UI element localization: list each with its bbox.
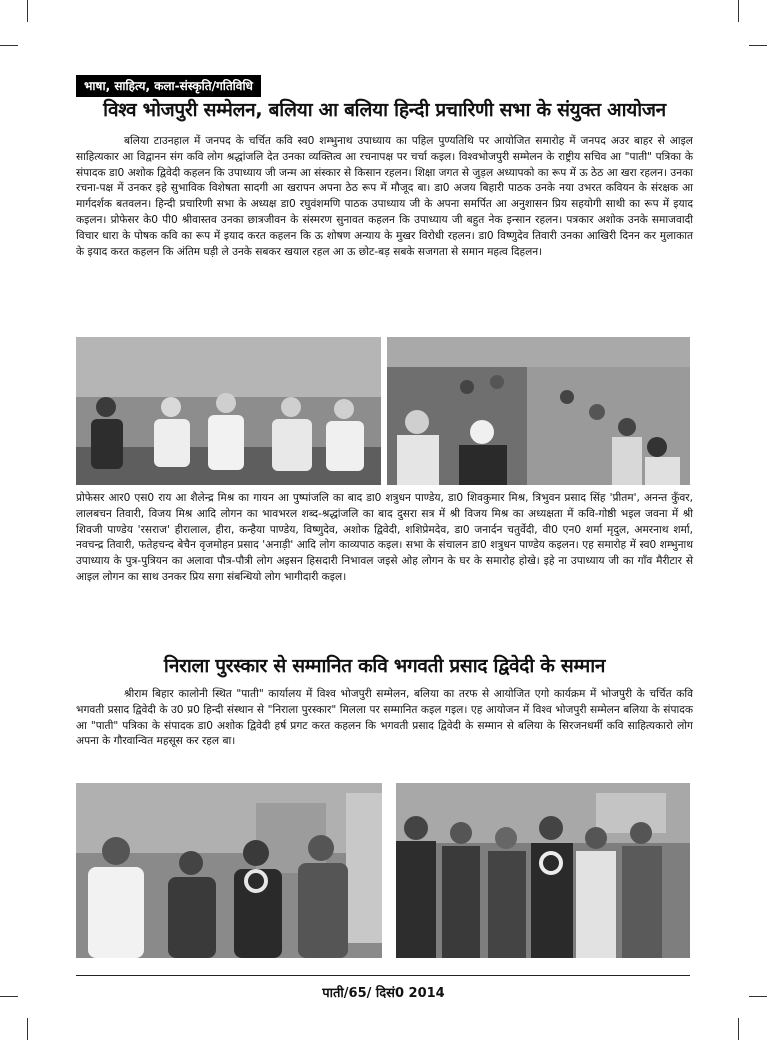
article2-paragraph-1: श्रीराम बिहार कालोनी स्थित "पाती" कार्यालय में विश्व भोजपुरी सम्मेलन, बलिया का तरफ से आयोजित एगो कार्यक्रम में भोजपुरी के चर्चित कवि भगवती प्रसाद द्विवेदी के उ0 प्र0 हिन्दी संस्थान से "निराला पुरस्कार" मिलला पर सम्मानित कइल गइल। एह आयोजन में विश्व भोजपुरी सम्मेलन बलिया के संपादक आ "पाती" पत्रिका के संपादक डा0 अशोक द्विवेदी हर्ष प्रगट करत कहलन कि भगवती प्रसाद द्विवेदी के सम्मान से बलिया के सिरजनधर्मी कवि साहित्यकारो लोग अपना के गौरवान्वित महसूस कर रहल बा। [76,688,693,748]
photo-felicitation-garland [76,783,382,958]
article2-headline: निराला पुरस्कार से सम्मानित कवि भगवती प्रसाद द्विवेदी के सम्मान [163,655,606,677]
photo-dignitaries-seated [76,337,381,485]
section-label: भाषा, साहित्य, कला-संस्कृति/गतिविधि [76,75,261,97]
crop-mark [27,1018,28,1040]
article1-headline: विश्व भोजपुरी सम्मेलन, बलिया आ बलिया हिन्दी प्रचारिणी सभा के संयुक्त आयोजन [103,99,666,121]
photo-felicitation-group [396,783,690,958]
crop-mark [27,0,28,22]
photo-audience [387,337,690,485]
article1-paragraph-2: प्रोफेसर आर0 एस0 राय आ शैलेन्द्र मिश्र का गायन आ पुष्पांजलि का बाद डा0 शत्रुधन पाण्डेय, डा0 शिवकुमार मिश्र, त्रिभुवन प्रसाद सिंह 'प्रीतम', अनन्त कुँवर, लालबचन तिवारी, विजय मिश्र आदि लोगन का भावभरल शब्द-श्रद्धांजलि का बाद दुसरा सत्र में श्री विजय मिश्र का अध्यक्षता में कवि-गोष्ठी भइल जवना में श्री शिवजी पाण्डेय 'रसराज' हीरालाल, हीरा, कन्हैया पाण्डेय, विष्णुदेव, अशोक द्विवेदी, शशिप्रेमदेव, डा0 जनार्दन चतुर्वेदी, वी0 एन0 शर्मा मृदुल, अमरनाथ शर्मा, नवचन्द्र तिवारी, फतेहचन्द बेचैन वृजमोहन प्रसाद 'अनाड़ी' आदि लोग काव्यपाठ कइल। सभा के संचालन डा0 शत्रुधन पाण्डेय कइलन। एह समारोह में स्व0 शम्भुनाथ उपाध्याय के पुत्र-पुत्रियन का अलावा पौत्र-पौत्री लोग अइसन हिसदारी निभावल जइसे ओह लोगन के घर के समारोह होखे। इहे ना उपाध्याय जी का गाँव मैरीटार से आइल लोगन का साथ उनकर प्रिय सगा संबन्धियो लोग भागीदारी कइल। [76,492,693,583]
crop-mark [749,45,767,46]
footer-rule [76,975,690,976]
crop-mark [738,1018,739,1040]
crop-mark [738,0,739,22]
article1-paragraph-1: बलिया टाउनहाल में जनपद के चर्चित कवि स्व0 शम्भुनाथ उपाध्याय का पहिल पुण्यतिथि पर आयोजित समारोह में जनपद अउर बाहर से आइल साहित्यकार आ विद्वानन संग कवि लोग श्रद्धांजलि देत उनका व्यक्तित्व आ रचनापक्ष पर चर्चा कइल। विश्वभोजपुरी सम्मेलन के राष्ट्रीय सचिव आ "पाती" पत्रिका के संपादक डा0 अशोक द्विवेदी कहलन कि उपाध्याय जी जन्म आ संस्कार से किसान रहलन। शिक्षा जगत से जुड़ल अध्यापको का रूप में ऊ ठेठ आ खरा रहलन। उनका रचना-पक्ष में उनकर इहे सुभाविक विशेषता सादगी आ खरापन अपना ठेठ रूप में मौजूद बा। डा0 अजय बिहारी पाठक उनके नया उभरत कवियन के संरक्षक आ मार्गदर्शक बतवलन। हिन्दी प्रचारिणी सभा के अध्यक्ष डा0 रघुवंशमणि पाठक उपाध्याय जी के अपना समर्पित आ अनुशासन प्रिय सहयोगी साथी का रूप में इयाद कइलन। प्रोफेसर के0 पी0 श्रीवास्तव उनका छात्रजीवन के संस्मरण सुनावत कहलन कि उपाध्याय जी बहुत नेक इन्सान रहलन। पत्रकार अशोक उनके समाजवादी विचार धारा के पोषक कवि का रूप में इयाद करत कहलन कि ऊ शोषण अन्याय के मुखर विरोधी रहलन। डा0 विष्णुदेव तिवारी उनका आखिरी दिनन कर मुलाकात के इयाद करत कहलन कि अंतिम घड़ी ले उनके सबकर खयाल रहल आ ऊ छोट-बड़ सबके सजगता से समान महत्व दिहलन। [76,135,693,258]
page-footer: पाती/65/ दिसं0 2014 [322,986,445,1001]
crop-mark [0,45,18,46]
